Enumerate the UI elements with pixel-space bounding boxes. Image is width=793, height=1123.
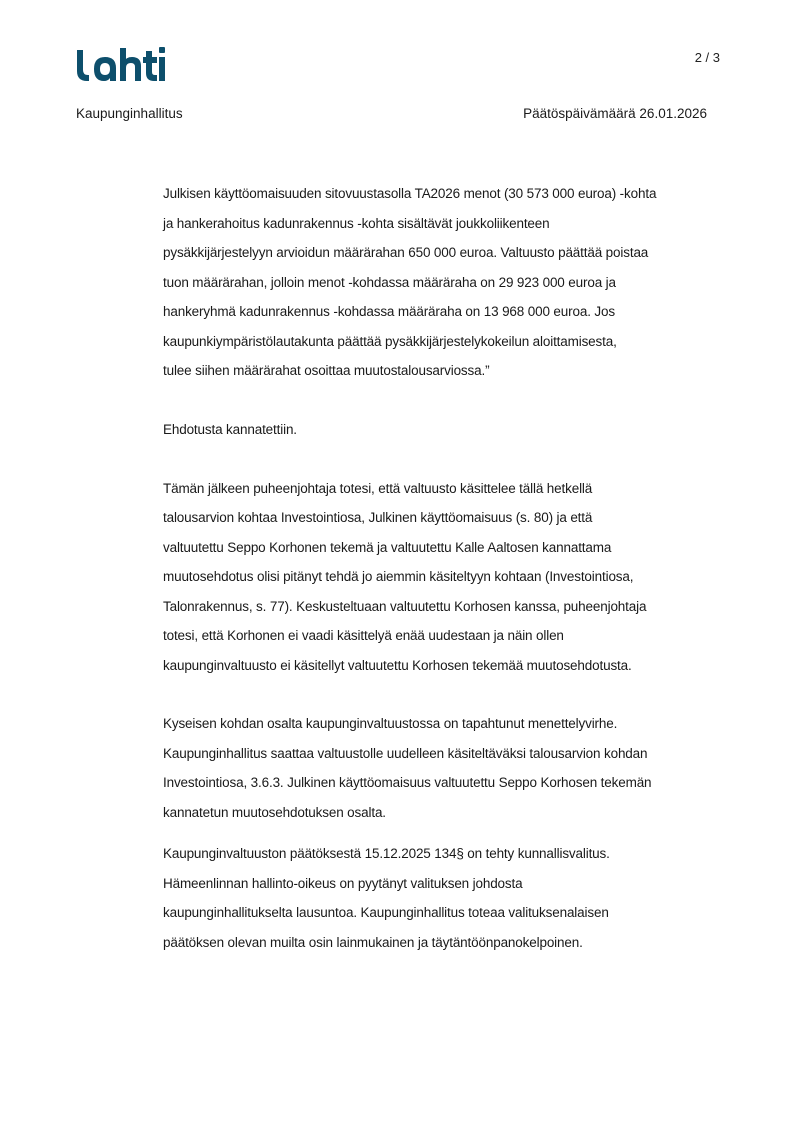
text-line: kaupunginhallitukselta lausuntoa. Kaupunginhallitus toteaa valituksenalaisen: [163, 905, 609, 920]
paragraph-chair-statement: [163, 474, 733, 681]
text-line: Investointiosa, 3.6.3. Julkinen käyttöomaisuus valtuutettu Seppo Korhosen tekemän: [163, 775, 652, 790]
lahti-logo-graphic: [75, 44, 167, 84]
text-line: valtuutettu Seppo Korhonen tekemä ja valtuutettu Kalle Aaltosen kannattama: [163, 539, 612, 555]
paragraph-amendment-text: [163, 179, 733, 386]
document-body: [163, 179, 733, 957]
text-line: tulee siihen määrärahat osoittaa muutostalousarviossa.”: [163, 363, 490, 378]
text-line: tuon määrärahan, jolloin menot -kohdassa määräraha on 29 923 000 euroa ja: [163, 274, 616, 290]
text-line: kaupunkiympäristölautakunta päättää pysäkkijärjestelykokeilun aloittamisesta,: [163, 333, 617, 349]
paragraph-procedural-error: [163, 709, 733, 827]
text-line: Julkisen käyttöomaisuuden sitovuustasolla TA2026 menot (30 573 000 euroa) -kohta: [163, 186, 657, 201]
paragraph-appeal: [163, 839, 733, 957]
decision-date: Päätöspäivämäärä 26.01.2026: [523, 106, 707, 121]
text-line: Kyseisen kohdan osalta kaupunginvaltuustossa on tapahtunut menettelyvirhe.: [163, 716, 618, 731]
organization-name: Kaupunginhallitus: [76, 106, 183, 121]
lahti-logo: [75, 44, 167, 84]
text-line: päätöksen olevan muilta osin lainmukainen ja täytäntöönpanokelpoinen.: [163, 934, 583, 950]
text-line: muutosehdotus olisi pitänyt tehdä jo aiemmin käsiteltyyn kohtaan (Investointiosa,: [163, 569, 634, 584]
text-line: totesi, että Korhonen ei vaadi käsittelyä enää uudestaan ja näin ollen: [163, 628, 564, 643]
text-line: Hämeenlinnan hallinto-oikeus on pyytänyt valituksen johdosta: [163, 875, 523, 891]
text-line: kaupunginvaltuusto ei käsitellyt valtuutettu Korhosen tekemää muutosehdotusta.: [163, 657, 632, 673]
page-number: 2 / 3: [694, 50, 720, 65]
text-line: Ehdotusta kannatettiin.: [163, 422, 297, 437]
text-line: ja hankerahoitus kadunrakennus -kohta sisältävät joukkoliikenteen: [163, 215, 550, 231]
paragraph-seconded: [163, 415, 733, 445]
text-line: Tämän jälkeen puheenjohtaja totesi, että valtuusto käsittelee tällä hetkellä: [163, 480, 593, 496]
text-line: talousarvion kohtaa Investointiosa, Julkinen käyttöomaisuus (s. 80) ja että: [163, 510, 593, 525]
text-line: pysäkkijärjestelyyn arvioidun määrärahan 650 000 euroa. Valtuusto päättää poistaa: [163, 245, 649, 260]
text-line: Kaupunginvaltuuston päätöksestä 15.12.2025 134§ on tehty kunnallisvalitus.: [163, 846, 610, 861]
text-line: Talonrakennus, s. 77). Keskusteltuaan valtuutettu Korhosen kanssa, puheenjohtaja: [163, 598, 647, 614]
text-line: Kaupunginhallitus saattaa valtuustolle uudelleen käsiteltäväksi talousarvion kohdan: [163, 745, 648, 761]
text-line: kannatetun muutosehdotuksen osalta.: [163, 804, 386, 820]
text-line: hankeryhmä kadunrakennus -kohdassa määräraha on 13 968 000 euroa. Jos: [163, 304, 615, 319]
